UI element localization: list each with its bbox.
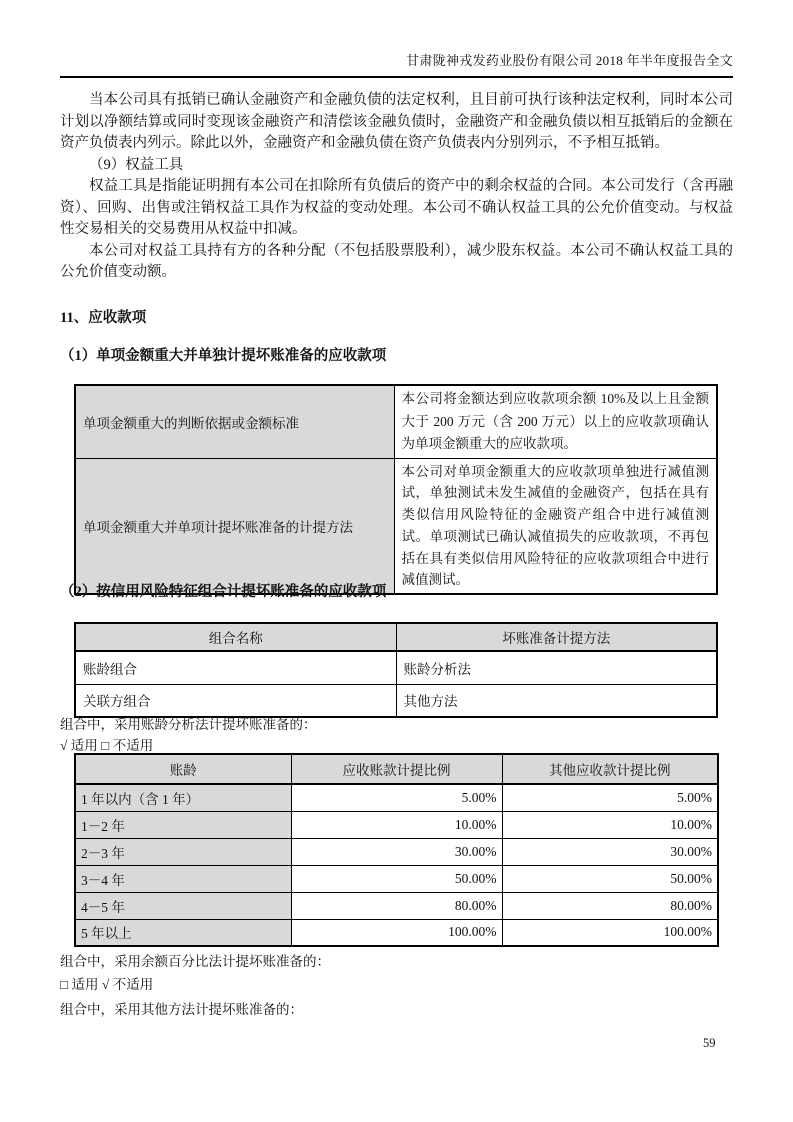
offset-policy-paragraph: 当本公司具有抵销已确认金融资产和金融负债的法定权利，且目前可执行该种法定权利，同时本公司计划以净额结算或同时变现该金融资产和清偿该金融负债时，金融资产和金融负债以相互抵销后的金额在资产负债表内列示。除此以外，金融资产和金融负债在资产负债表内分别列示，不予相互抵销。 bbox=[60, 92, 733, 151]
report-header-title: 甘肃陇神戎发药业股份有限公司 2018 年半年度报告全文 bbox=[60, 50, 733, 78]
other-ratio-cell: 80.00% bbox=[502, 892, 718, 919]
criteria-label-cell: 单项金额重大的判断依据或金额标准 bbox=[75, 385, 394, 458]
other-method-note: 组合中，采用其他方法计提坏账准备的： bbox=[60, 1002, 303, 1017]
method-value-cell: 本公司对单项金额重大的应收款项单独进行减值测试，单独测试未发生减值的金融资产，包括在具有类似信用风险特征的金融资产组合中进行减值测试。单项测试已确认减值损失的应收款项，不再包括在具有类似信用风险特征的应收款项组合中进行减值测试。 bbox=[394, 458, 717, 594]
significant-receivables-table bbox=[74, 384, 718, 595]
ar-ratio-cell: 50.00% bbox=[291, 865, 502, 892]
criteria-value-cell: 本公司将金额达到应收款项余额 10%及以上且金额大于 200 万元（含 200 万元）以上的应收款项确认为单项金额重大的应收款项。 bbox=[394, 385, 717, 458]
aging-ratio-table bbox=[74, 753, 719, 947]
balance-percentage-note: 组合中，采用余额百分比法计提坏账准备的： bbox=[60, 954, 330, 969]
aging-cell: 3－4 年 bbox=[75, 865, 291, 892]
table-row bbox=[75, 458, 717, 594]
method-label-cell: 单项金额重大并单项计提坏账准备的计提方法 bbox=[75, 458, 394, 594]
table-header-row bbox=[75, 754, 718, 784]
ar-ratio-cell: 5.00% bbox=[291, 784, 502, 811]
equity-distribution-paragraph: 本公司对权益工具持有方的各种分配（不包括股票股利），减少股东权益。本公司不确认权益工具的公允价值变动额。 bbox=[60, 242, 733, 280]
page-number: 59 bbox=[703, 1036, 716, 1050]
aging-cell: 2－3 年 bbox=[75, 838, 291, 865]
table-row bbox=[75, 784, 718, 811]
table-row bbox=[75, 892, 718, 919]
aging-cell: 4－5 年 bbox=[75, 892, 291, 919]
method-cell: 其他方法 bbox=[396, 684, 717, 717]
portfolio-name-header: 组合名称 bbox=[75, 623, 396, 651]
aging-applicability-line: √ 适用 □ 不适用 bbox=[60, 738, 154, 753]
accounting-policy-text bbox=[60, 90, 733, 284]
table-row bbox=[75, 865, 718, 892]
table-row bbox=[75, 684, 717, 717]
section-heading-receivables: 11、应收款项 bbox=[60, 310, 147, 326]
ar-ratio-cell: 80.00% bbox=[291, 892, 502, 919]
subsection-heading-credit-risk-portfolio: （2）按信用风险特征组合计提坏账准备的应收款项 bbox=[60, 584, 387, 600]
other-ratio-cell: 30.00% bbox=[502, 838, 718, 865]
aging-method-note: 组合中，采用账龄分析法计提坏账准备的： bbox=[60, 717, 317, 732]
table-header-row bbox=[75, 623, 717, 651]
aging-header: 账龄 bbox=[75, 754, 291, 784]
method-cell: 账龄分析法 bbox=[396, 651, 717, 684]
table-row bbox=[75, 385, 717, 458]
other-ratio-cell: 10.00% bbox=[502, 811, 718, 838]
other-ratio-header: 其他应收款计提比例 bbox=[502, 754, 718, 784]
portfolio-cell: 关联方组合 bbox=[75, 684, 396, 717]
balance-applicability-line: □ 适用 √ 不适用 bbox=[60, 977, 154, 992]
ar-ratio-header: 应收账款计提比例 bbox=[291, 754, 502, 784]
ar-ratio-cell: 30.00% bbox=[291, 838, 502, 865]
portfolio-cell: 账龄组合 bbox=[75, 651, 396, 684]
other-ratio-cell: 50.00% bbox=[502, 865, 718, 892]
table-row bbox=[75, 838, 718, 865]
portfolio-method-table bbox=[74, 622, 718, 718]
subsection-heading-individually-significant: （1）单项金额重大并单独计提坏账准备的应收款项 bbox=[60, 348, 387, 364]
ar-ratio-cell: 100.00% bbox=[291, 919, 502, 946]
table-row bbox=[75, 919, 718, 946]
other-ratio-cell: 100.00% bbox=[502, 919, 718, 946]
aging-cell: 1 年以内（含 1 年） bbox=[75, 784, 291, 811]
aging-cell: 1－2 年 bbox=[75, 811, 291, 838]
ar-ratio-cell: 10.00% bbox=[291, 811, 502, 838]
table-row bbox=[75, 811, 718, 838]
equity-definition-paragraph: 权益工具是指能证明拥有本公司在扣除所有负债后的资产中的剩余权益的合同。本公司发行（含再融资）、回购、出售或注销权益工具作为权益的变动处理。本公司不确认权益工具的公允价值变动。与权益性交易相关的交易费用从权益中扣减。 bbox=[60, 178, 733, 237]
other-ratio-cell: 5.00% bbox=[502, 784, 718, 811]
table-row bbox=[75, 651, 717, 684]
provision-method-header: 坏账准备计提方法 bbox=[396, 623, 717, 651]
aging-cell: 5 年以上 bbox=[75, 919, 291, 946]
equity-instrument-heading: （9）权益工具 bbox=[89, 156, 184, 173]
